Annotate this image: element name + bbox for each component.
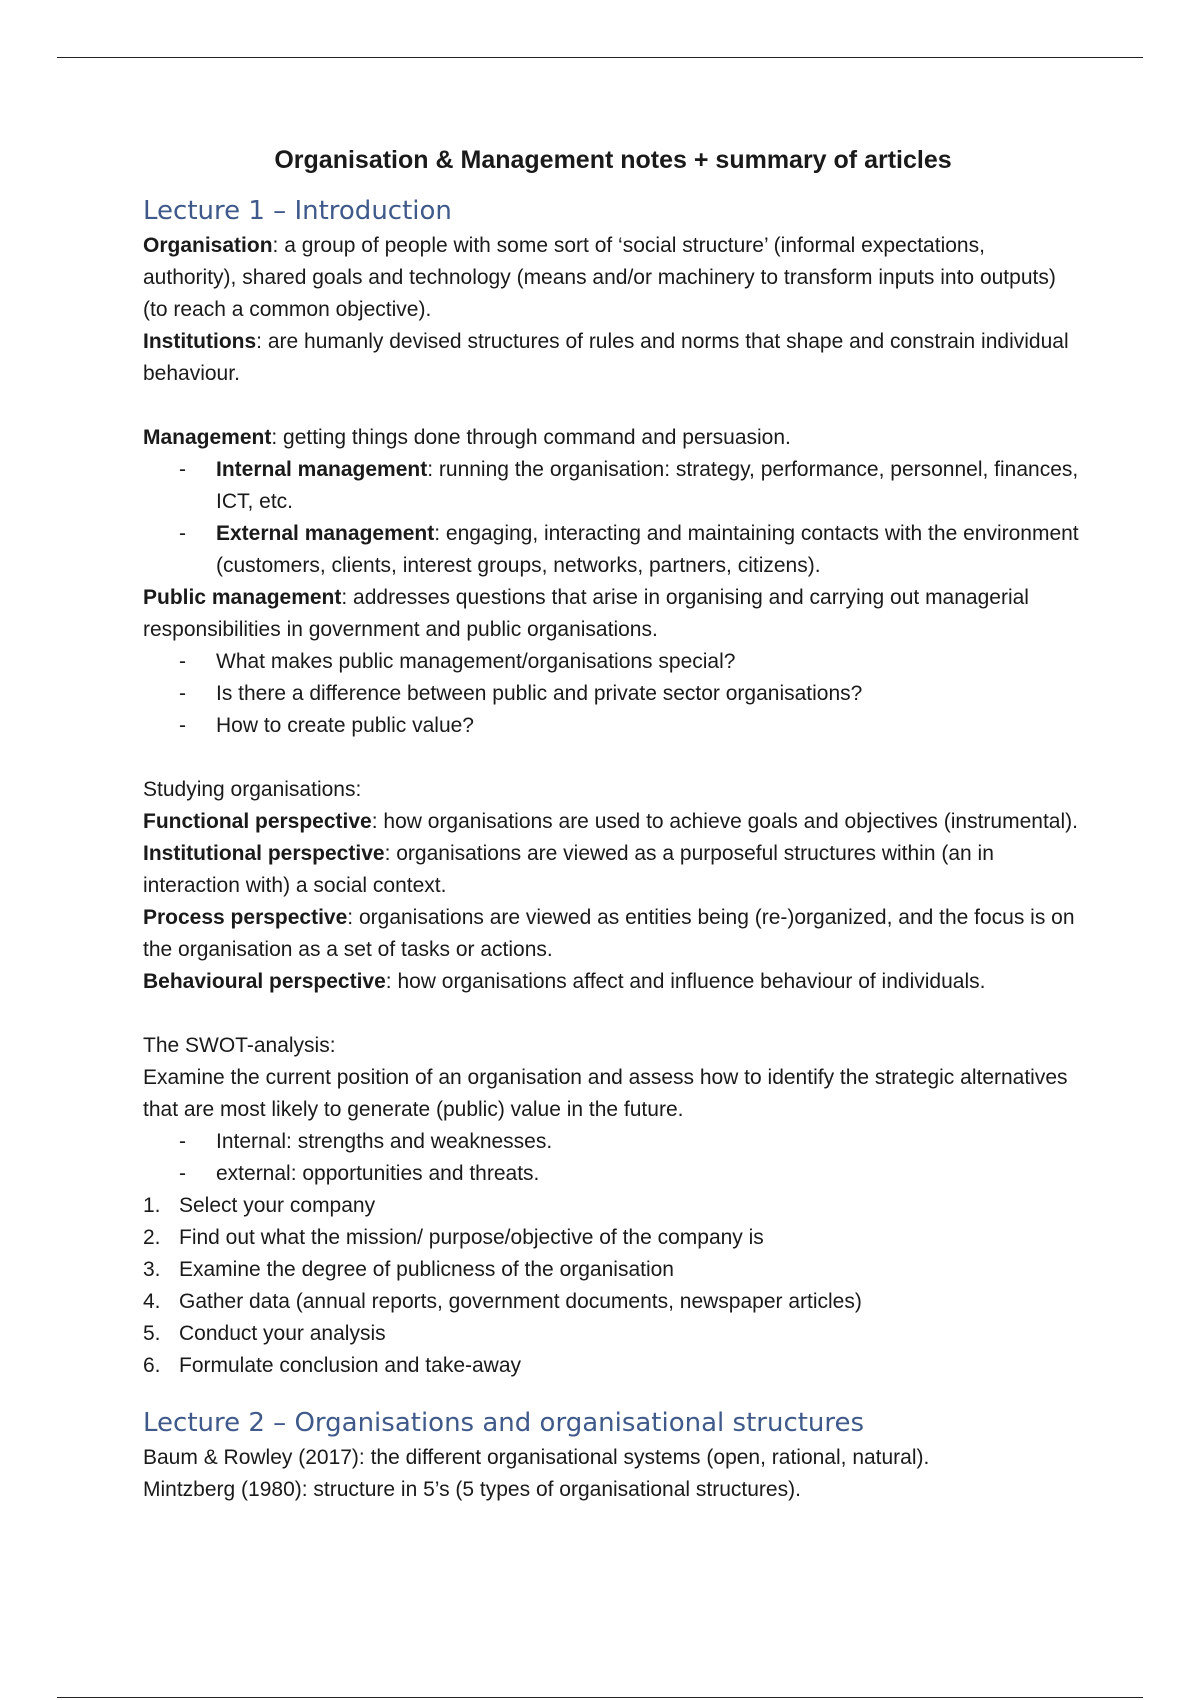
term: Public management [143,586,342,609]
list-item: - Internal: strengths and weaknesses. [216,1126,1083,1158]
document-title: Organisation & Management notes + summary of articles [274,146,952,174]
item-text: Find out what the mission/ purpose/objective of the company is [179,1226,764,1249]
term: Process perspective [143,906,348,929]
term: Institutions [143,330,257,353]
footer-rule [57,1697,1143,1698]
swot-text: Examine the current position of an organisation and assess how to identify the strategic alternatives that are most likely to generate (public) value in the future. [143,1066,1068,1121]
definition-text: : how organisations affect and influence behaviour of individuals. [385,970,986,993]
item-text: : running the organisation: strategy, performance, personnel, finances, ICT, etc. [216,458,1079,513]
item-text: Formulate conclusion and take-away [179,1354,522,1377]
definition-text: : organisations are viewed as entities being (re-)organized, and the focus is on the organisation as a set of tasks or actions. [143,906,1075,961]
list-item [143,1190,1083,1222]
definition-text: : getting things done through command and persuasion. [271,426,791,449]
management-list [143,454,1083,582]
item-text: : engaging, interacting and maintaining contacts with the environment (customers, clients, interest groups, networks, partners, citizens). [216,522,1079,577]
spacer [143,390,1083,422]
definition-text: : how organisations are used to achieve goals and objectives (instrumental). [371,810,1078,833]
term: Functional perspective [143,810,372,833]
item-number: 3. [143,1258,161,1281]
header-rule [57,57,1143,58]
list-item: - Is there a difference between public and private sector organisations? [216,678,1083,710]
list-item [143,1286,1083,1318]
list-item [216,454,1083,518]
swot-list [143,1126,1083,1190]
list-item: - How to create public value? [216,710,1083,742]
list-item [143,1350,1083,1382]
definition-text: : are humanly devised structures of rules and norms that shape and constrain individual behaviour. [143,330,1069,385]
perspective-process [143,902,1083,966]
definition-text: : organisations are viewed as a purposeful structures within (an in interaction with) a social context. [143,842,994,897]
item-number: 5. [143,1322,161,1345]
list-item [143,1222,1083,1254]
term: External management [216,522,435,545]
definition-institutions [143,326,1083,390]
term: Behavioural perspective [143,970,386,993]
studying-label: Studying organisations: [143,778,362,801]
item-number: 1. [143,1194,161,1217]
term: Internal management [216,458,428,481]
definition-public-management [143,582,1083,646]
item-number: 4. [143,1290,161,1313]
spacer [143,742,1083,774]
lecture-2-line: Mintzberg (1980): structure in 5’s (5 types of organisational structures). [143,1478,801,1501]
item-text: Gather data (annual reports, government documents, newspaper articles) [179,1290,862,1313]
perspective-behavioural [143,966,1083,998]
lecture-2-line: Baum & Rowley (2017): the different organisational systems (open, rational, natural). [143,1446,930,1469]
lecture-2-heading: Lecture 2 – Organisations and organisational structures [143,1408,865,1438]
perspective-institutional [143,838,1083,902]
list-item [216,518,1083,582]
definition-organisation [143,230,1083,326]
item-number: 6. [143,1354,161,1377]
item-number: 2. [143,1226,161,1249]
definition-text: : addresses questions that arise in organising and carrying out managerial responsibilities in government and public organisations. [143,586,1029,641]
perspective-functional [143,806,1083,838]
item-text: Examine the degree of publicness of the organisation [179,1258,674,1281]
term: Organisation [143,234,273,257]
spacer [143,998,1083,1030]
definition-text: : a group of people with some sort of ‘social structure’ (informal expectations, authority), shared goals and technology (means and/or machinery to transform inputs into outputs) (to reach a common objective). [143,234,1056,321]
lecture-1-heading: Lecture 1 – Introduction [143,196,452,226]
list-item [143,1254,1083,1286]
public-questions-list [143,646,1083,742]
list-item: - external: opportunities and threats. [216,1158,1083,1190]
swot-steps-list [143,1190,1083,1382]
term: Institutional perspective [143,842,385,865]
list-item [143,1318,1083,1350]
document-page [143,142,1083,1506]
item-text: Select your company [179,1194,376,1217]
list-item: - What makes public management/organisations special? [216,646,1083,678]
item-text: Conduct your analysis [179,1322,386,1345]
swot-label: The SWOT-analysis: [143,1034,336,1057]
term: Management [143,426,272,449]
definition-management [143,422,1083,454]
